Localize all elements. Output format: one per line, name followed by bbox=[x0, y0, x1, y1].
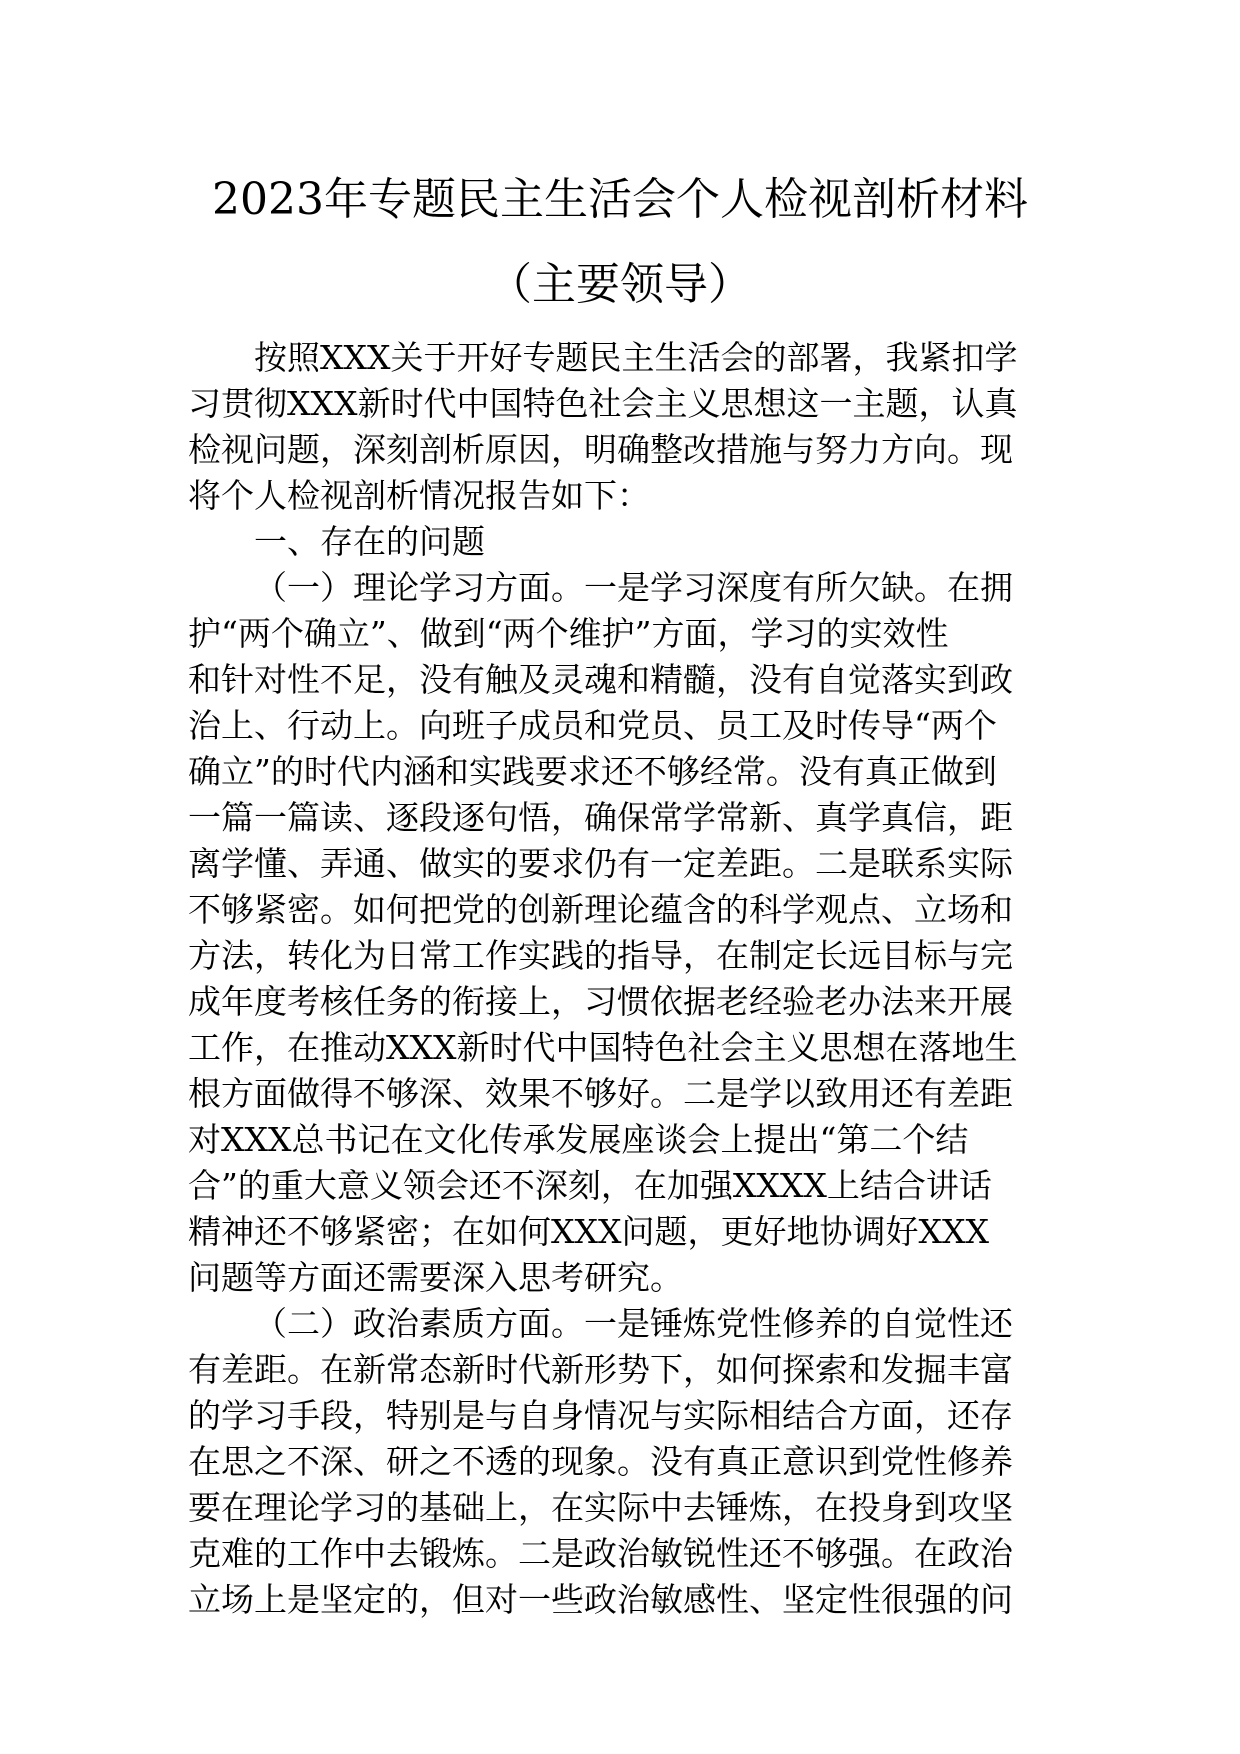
body-text-line: 立场上是坚定的，但对一些政治敏感性、坚定性很强的问 bbox=[188, 1580, 1013, 1619]
body-text-line: 一篇一篇读、逐段逐句悟，确保常学常新、真学真信，距 bbox=[188, 798, 1013, 837]
document-title: 2023年专题民主生活会个人检视剖析材料 bbox=[212, 174, 1028, 225]
body-text-line: 习贯彻XXX新时代中国特色社会主义思想这一主题，认真 bbox=[188, 384, 1018, 423]
body-text-line: 方法，转化为日常工作实践的指导，在制定长远目标与完 bbox=[188, 936, 1013, 975]
body-text-line: 精神还不够紧密；在如何XXX问题，更好地协调好XXX bbox=[188, 1212, 989, 1251]
body-text-line: （二）政治素质方面。一是锤炼党性修养的自觉性还 bbox=[254, 1304, 1013, 1343]
body-text-line: 要在理论学习的基础上，在实际中去锤炼，在投身到攻坚 bbox=[188, 1488, 1013, 1527]
body-text-line: 一、存在的问题 bbox=[254, 522, 485, 561]
body-text-line: 成年度考核任务的衔接上，习惯依据老经验老办法来开展 bbox=[188, 982, 1013, 1021]
document-body bbox=[188, 335, 1058, 1623]
body-text-line: 工作，在推动XXX新时代中国特色社会主义思想在落地生 bbox=[188, 1028, 1018, 1067]
body-text-line: 不够紧密。如何把党的创新理论蕴含的科学观点、立场和 bbox=[188, 890, 1013, 929]
body-text-line: 合”的重大意义领会还不深刻，在加强XXXX上结合讲话 bbox=[188, 1166, 992, 1205]
body-text-line: 问题等方面还需要深入思考研究。 bbox=[188, 1258, 683, 1297]
body-text-line: 检视问题，深刻剖析原因，明确整改措施与努力方向。现 bbox=[188, 430, 1013, 469]
body-text-line: 确立”的时代内涵和实践要求还不够经常。没有真正做到 bbox=[188, 752, 997, 791]
body-text-line: 根方面做得不够深、效果不够好。二是学以致用还有差距 bbox=[188, 1074, 1013, 1113]
document-subtitle: （主要领导） bbox=[488, 259, 752, 310]
body-text-line: 将个人检视剖析情况报告如下： bbox=[188, 476, 650, 515]
body-text-line: （一）理论学习方面。一是学习深度有所欠缺。在拥 bbox=[254, 568, 1013, 607]
body-text-line: 有差距。在新常态新时代新形势下，如何探索和发掘丰富 bbox=[188, 1350, 1013, 1389]
body-text-line: 在思之不深、研之不透的现象。没有真正意识到党性修养 bbox=[188, 1442, 1013, 1481]
body-text-line: 对XXX总书记在文化传承发展座谈会上提出“第二个结 bbox=[188, 1120, 969, 1159]
body-text-line: 按照XXX关于开好专题民主生活会的部署，我紧扣学 bbox=[254, 338, 1018, 377]
body-text-line: 克难的工作中去锻炼。二是政治敏锐性还不够强。在政治 bbox=[188, 1534, 1013, 1573]
body-text-line: 护“两个确立”、做到“两个维护”方面，学习的实效性 bbox=[188, 614, 949, 653]
body-text-line: 和针对性不足，没有触及灵魂和精髓，没有自觉落实到政 bbox=[188, 660, 1013, 699]
body-text-line: 离学懂、弄通、做实的要求仍有一定差距。二是联系实际 bbox=[188, 844, 1013, 883]
body-text-line: 的学习手段，特别是与自身情况与实际相结合方面，还存 bbox=[188, 1396, 1013, 1435]
body-text-line: 治上、行动上。向班子成员和党员、员工及时传导“两个 bbox=[188, 706, 997, 745]
